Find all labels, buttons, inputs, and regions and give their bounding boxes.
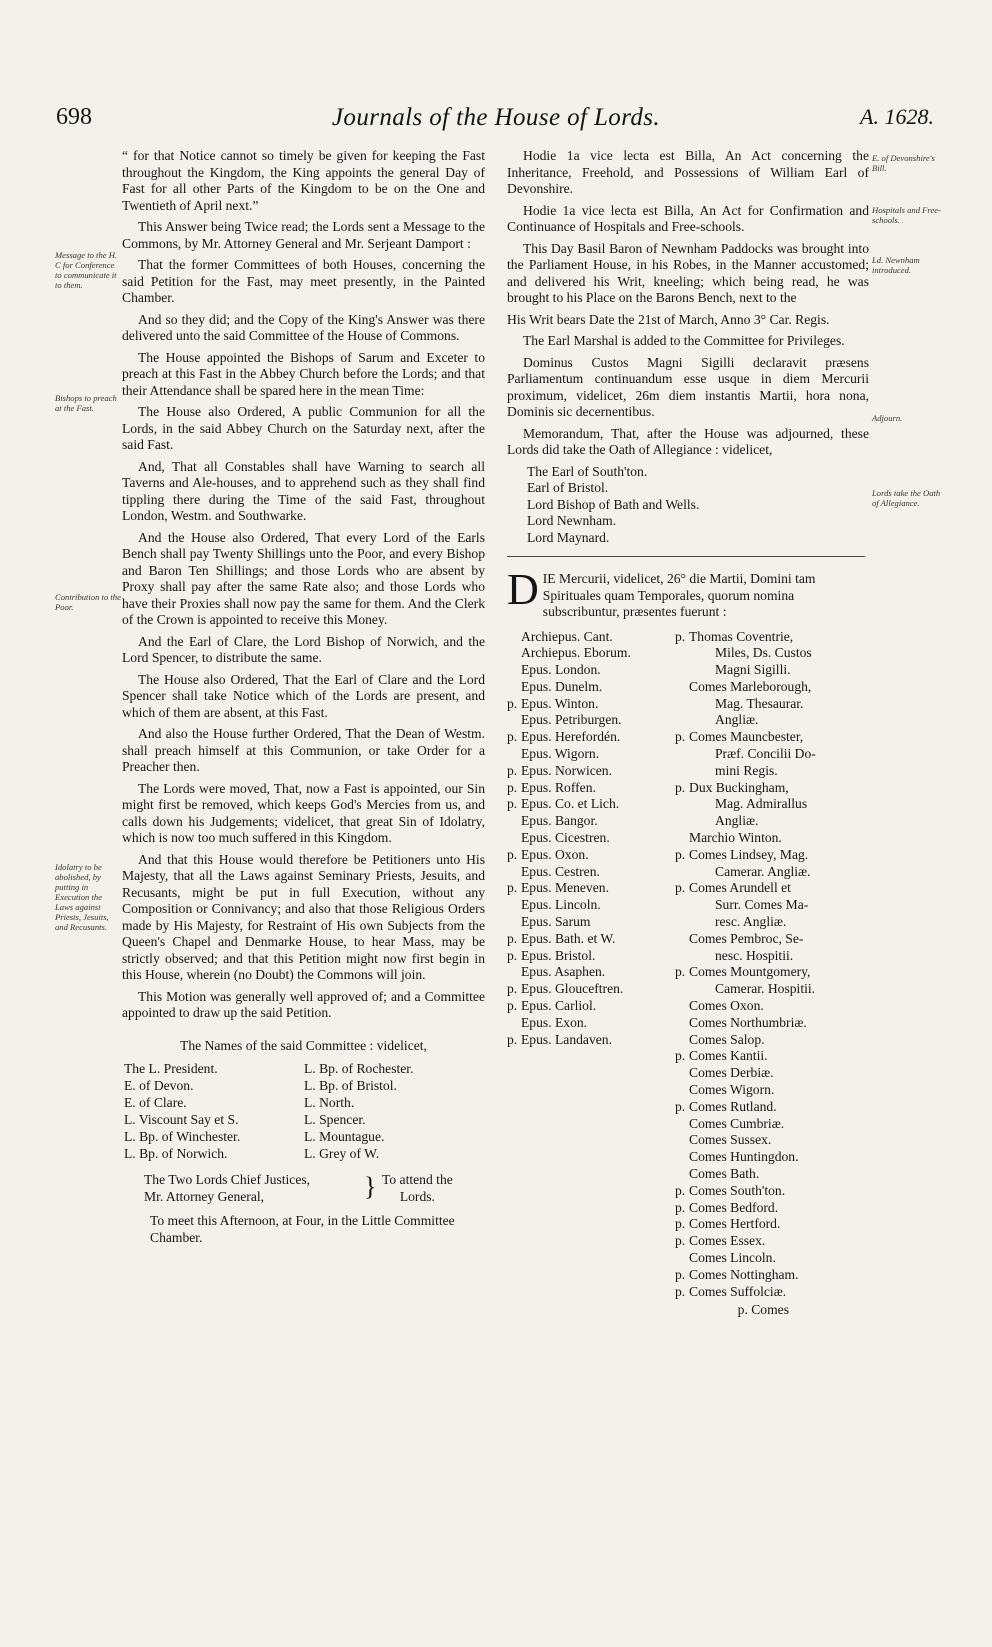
paragraph: Memorandum, That, after the House was adjourned, these Lords did take the Oath of Allegiance : videlicet, <box>507 425 869 457</box>
attendance-entry <box>675 1166 867 1183</box>
lord-office: Camerar. Angliæ. <box>715 863 811 879</box>
margin-note: Message to the H. C for Conference to communicate it to them. <box>55 250 118 290</box>
committee-caption: The Names of the said Committee : videlicet, <box>180 1037 427 1053</box>
lord-name: Comes Oxon. <box>689 998 764 1014</box>
lord-name: Comes Derbiæ. <box>689 1065 774 1081</box>
attendance-heading <box>507 565 869 621</box>
attendee: Mr. Attorney General, <box>144 1188 265 1204</box>
lord-name: Comes Kantii. <box>689 1048 768 1064</box>
attendance-entry <box>507 679 675 696</box>
lord-name: Comes Wigorn. <box>689 1082 775 1098</box>
proxy-mark: p. <box>675 846 686 862</box>
attendance-entry <box>507 629 675 646</box>
lord-name: Comes Sussex. <box>689 1132 772 1148</box>
proxy-mark: p. <box>507 846 518 862</box>
paragraph: “ for that Notice cannot so timely be given for keeping the Fast throughout the Kingdom, the King appoints the general Day of Fast for all other Parts of the Kingdom to be on the One and Twentieth of April next.” <box>122 148 485 213</box>
lord-office: mini Regis. <box>715 762 778 778</box>
attendance-entry <box>675 1065 867 1082</box>
lord-name: Epus. Meneven. <box>521 880 609 896</box>
lord-name: Comes Suffolciæ. <box>689 1283 787 1299</box>
paragraph: And the Earl of Clare, the Lord Bishop of Norwich, and the Lord Spencer, to distribute the same. <box>122 633 485 665</box>
committee-member: L. Mountague. <box>304 1129 385 1144</box>
oath-list <box>507 464 869 547</box>
oath-lord: Lord Bishop of Bath and Wells. <box>527 496 700 512</box>
lord-name: Epus. Glouceftren. <box>521 981 624 997</box>
right-column <box>507 148 869 1319</box>
attendance-entry <box>507 813 675 830</box>
lord-name: Comes Lincoln. <box>689 1249 776 1265</box>
oath-lord: Lord Maynard. <box>527 529 610 545</box>
lord-name: Epus. Exon. <box>521 1014 588 1030</box>
proxy-mark: p. <box>675 1233 686 1249</box>
oath-lord: Lord Newnham. <box>527 513 617 528</box>
proxy-mark: p. <box>675 880 686 896</box>
attendance-entry <box>675 780 867 797</box>
proxy-mark: p. <box>675 729 686 745</box>
attendance-entry <box>507 948 675 965</box>
paragraph: The House also Ordered, That the Earl of Clare and the Lord Spencer shall take Notice which of the Lords are present, and which of them are absent, at this Fast. <box>122 671 485 720</box>
lord-office: Surr. Comes Ma- <box>715 897 809 913</box>
attendance-entry <box>507 1015 675 1032</box>
lord-name: Comes Salop. <box>689 1031 765 1047</box>
lord-name: Comes Bedford. <box>689 1199 779 1215</box>
attendance-entry <box>507 914 675 931</box>
attendee: The Two Lords Chief Justices, <box>144 1172 311 1187</box>
lord-name: Epus. Co. et Lich. <box>521 796 620 812</box>
oath-lord: The Earl of South'ton. <box>527 463 648 479</box>
attendance-entry <box>675 931 867 948</box>
lord-name: Comes Pembroc, Se- <box>689 930 804 946</box>
lord-office: Magni Sigilli. <box>715 662 791 678</box>
lord-name: Epus. Winton. <box>521 695 599 711</box>
lord-name: Comes Mauncbester, <box>689 729 804 745</box>
attendance-entry <box>675 1183 867 1200</box>
attendance-entry <box>675 880 867 897</box>
lord-office: Camerar. Hospitii. <box>715 981 816 997</box>
paragraph: This Answer being Twice read; the Lords sent a Message to the Commons, by Mr. Attorney General and Mr. Serjeant Damport : <box>122 219 485 251</box>
attendance-entry <box>507 880 675 897</box>
attendance-entry <box>507 746 675 763</box>
lord-name: Thomas Coventrie, <box>689 628 794 644</box>
attendance-entry <box>507 729 675 746</box>
committee-member: E. of Devon. <box>124 1078 194 1093</box>
lord-name: Comes Bath. <box>689 1166 760 1181</box>
margin-note: Ld. Newnham introduced. <box>872 255 920 275</box>
committee-member: The L. President. <box>124 1061 218 1076</box>
committee-member: L. Bp. of Rochester. <box>304 1061 414 1076</box>
paragraph: This Motion was generally well approved of; and a Committee appointed to draw up the said Petition. <box>122 988 485 1020</box>
committee-member: L. Spencer. <box>304 1112 366 1127</box>
proxy-mark: p. <box>675 964 686 980</box>
proxy-mark: p. <box>507 1031 518 1047</box>
lord-name: Comes Rutland. <box>689 1098 777 1114</box>
attendance-entry <box>675 1284 867 1301</box>
committee-list <box>122 1038 485 1247</box>
lord-name: Comes Essex. <box>689 1233 766 1249</box>
divider <box>507 556 865 557</box>
lord-name: Epus. Oxon. <box>521 846 589 862</box>
attendance-entry <box>675 998 867 1015</box>
attendance-entry <box>675 679 867 696</box>
page-number: 698 <box>56 104 92 130</box>
attendance-entry <box>675 1082 867 1099</box>
attendance-entry <box>507 780 675 797</box>
margin-note: Adjourn. <box>872 413 903 423</box>
proxy-mark: p. <box>507 998 518 1014</box>
attendance-entry <box>675 1032 867 1049</box>
attend-text: Lords. <box>399 1188 435 1204</box>
attendance-entry <box>675 964 867 981</box>
paragraph: Hodie 1a vice lecta est Billa, An Act concerning the Inheritance, Freehold, and Possessions of William Earl of Devonshire. <box>507 148 869 196</box>
proxy-mark: p. <box>675 779 686 795</box>
proxy-mark: p. <box>507 947 518 963</box>
proxy-mark: p. <box>507 796 518 812</box>
lord-name: Epus. Petriburgen. <box>521 712 622 728</box>
attendance-entry <box>507 897 675 914</box>
lord-name: Comes Nottingham. <box>689 1266 799 1282</box>
lord-name: Dux Buckingham, <box>689 779 789 795</box>
proxy-mark: p. <box>675 1048 686 1064</box>
proxy-mark: p. <box>675 628 686 644</box>
attendance-entry <box>507 964 675 981</box>
brace: } <box>364 1172 377 1201</box>
lord-name: Marchio Winton. <box>689 830 782 846</box>
attendance-entry <box>675 1267 867 1284</box>
proxy-mark: p. <box>507 762 518 778</box>
attendance-entry <box>507 763 675 780</box>
lord-office: Mag. Admirallus <box>715 796 808 812</box>
proxy-mark: p. <box>507 779 518 795</box>
margin-note: Lords take the Oath of Allegiance. <box>872 488 941 508</box>
paragraph: The House also Ordered, A public Communion for all the Lords, in the said Abbey Church on the Saturday next, after the said Fast. <box>122 404 485 452</box>
committee-member: L. Bp. of Bristol. <box>304 1078 397 1093</box>
proxy-mark: p. <box>507 880 518 896</box>
lord-name: Epus. Lincoln. <box>521 897 601 913</box>
proxy-mark: p. <box>675 1182 686 1198</box>
lord-name: Epus. Sarum <box>521 914 591 930</box>
attendance-entry <box>675 1132 867 1149</box>
attendance-entry <box>675 1250 867 1267</box>
attendance-entry <box>675 1116 867 1133</box>
lord-name: Comes Mountgomery, <box>689 964 811 980</box>
attendance-entry <box>675 1233 867 1250</box>
lord-name: Epus. Bath. et W. <box>521 930 616 946</box>
left-column <box>122 148 485 1246</box>
attendance-intro: IE Mercurii, videlicet, 26° die Martii, Domini tam Spirituales quam Temporales, quorum nomina subscribuntur, præsentes fuerunt : <box>542 571 816 619</box>
lord-office: Angliæ. <box>715 813 759 829</box>
lord-name: Epus. Bristol. <box>521 947 596 963</box>
lord-name: Epus. Cicestren. <box>521 830 610 846</box>
lord-name: Epus. Herefordén. <box>521 729 621 745</box>
attendance-entry <box>507 796 675 813</box>
paragraph: The Earl Marshal is added to the Committee for Privileges. <box>523 333 845 348</box>
lord-name: Comes Arundell et <box>689 880 791 896</box>
lord-name: Epus. Cestren. <box>521 863 600 879</box>
proxy-mark: p. <box>675 1283 686 1299</box>
lord-office: Angliæ. <box>715 712 759 728</box>
attendance-entry <box>507 864 675 881</box>
attendance-entry <box>507 981 675 998</box>
lord-name: Comes South'ton. <box>689 1182 786 1198</box>
lord-name: Epus. Norwicen. <box>521 762 612 778</box>
attendance-list <box>507 629 869 1301</box>
paragraph: And so they did; and the Copy of the King's Answer was there delivered unto the said Committee of the House of Commons. <box>122 311 485 343</box>
attendance-entry <box>507 712 675 729</box>
committee-member: L. North. <box>304 1095 355 1110</box>
proxy-mark: p. <box>507 729 518 745</box>
year-heading: A. 1628. <box>860 104 934 129</box>
lord-name: Archiepus. Eborum. <box>521 645 631 661</box>
proxy-mark: p. <box>675 1216 686 1232</box>
attendance-entry <box>675 830 867 847</box>
attendance-entry <box>675 1015 867 1032</box>
proxy-mark: p. <box>507 695 518 711</box>
attendance-entry <box>675 1099 867 1116</box>
lord-name: Epus. Dunelm. <box>521 678 603 694</box>
proxy-mark: p. <box>507 981 518 997</box>
proxy-mark: p. <box>675 1266 686 1282</box>
lord-name: Comes Cumbriæ. <box>689 1115 785 1131</box>
attendance-note <box>122 1172 485 1205</box>
attendance-entry <box>507 645 675 662</box>
paragraph: And also the House further Ordered, That the Dean of Westm. shall preach himself at this Communion, or take Order for a Preacher then. <box>122 726 485 774</box>
catchword: p. Comes <box>737 1302 789 1318</box>
lord-office: Miles, Ds. Custos <box>715 645 812 661</box>
lord-name: Epus. Asaphen. <box>521 964 606 980</box>
paragraph: That the former Committees of both Houses, concerning the said Petition for the Fast, may meet presently, in the Painted Chamber. <box>122 257 485 305</box>
committee-member: E. of Clare. <box>124 1095 187 1110</box>
margin-note: E. of Devonshire's Bill. <box>872 153 935 173</box>
paragraph: His Writ bears Date the 21st of March, Anno 3° Car. Regis. <box>507 311 830 327</box>
attendance-entry <box>507 696 675 713</box>
lord-name: Epus. Carliol. <box>521 998 597 1014</box>
oath-lord: Earl of Bristol. <box>527 480 609 495</box>
paragraph: This Day Basil Baron of Newnham Paddocks was brought into the Parliament House, in his Robes, in the Manner accustomed; and delivered his Writ, kneeling; which being read, he was brought to his Place on the Barons Bench, next to the <box>507 240 869 305</box>
attendance-entry <box>675 1216 867 1233</box>
margin-note: Idolatry to be abolished, by putting in Execution the Laws against Priests, Jesuits, and Recusants. <box>55 862 109 932</box>
lord-office: Præf. Concilii Do- <box>715 746 816 762</box>
margin-note: Hospitals and Free-schools. <box>872 205 941 225</box>
margin-note: Bishops to preach at the Fast. <box>55 393 117 413</box>
committee-member: L. Viscount Say et S. <box>124 1112 239 1127</box>
drop-cap: D <box>507 565 539 614</box>
lord-office: resc. Angliæ. <box>715 914 787 930</box>
paragraph: The Lords were moved, That, now a Fast is appointed, our Sin might first be removed, which keeps God's Mercies from us, and calls down his Judgements; videlicet, that great Sin of Idolatry, which is now too much suffered in this Kingdom. <box>122 780 485 845</box>
proxy-mark: p. <box>507 930 518 946</box>
lord-name: Epus. London. <box>521 662 601 678</box>
proxy-mark: p. <box>675 1098 686 1114</box>
lord-name: Comes Lindsey, Mag. <box>689 846 809 862</box>
lord-name: Epus. Wigorn. <box>521 746 600 762</box>
attendance-entry <box>675 1048 867 1065</box>
spiritual-lords-column <box>507 629 675 1301</box>
temporal-lords-column <box>675 629 867 1301</box>
paragraph: And, That all Constables shall have Warning to search all Taverns and Ale-houses, and to apprehend such as they shall find tippling there during the Time of the said Fast, throughout London, Westm. and Southwarke. <box>122 458 485 523</box>
page-title: Journals of the House of Lords. <box>331 104 661 131</box>
lord-name: Comes Hertford. <box>689 1216 781 1232</box>
lord-name: Epus. Landaven. <box>521 1031 612 1047</box>
attendance-entry <box>675 1149 867 1166</box>
attendance-entry <box>675 1200 867 1217</box>
attendance-entry <box>507 1032 675 1049</box>
attendance-entry <box>675 847 867 864</box>
paragraph: Hodie 1a vice lecta est Billa, An Act for Confirmation and Continuance of Hospitals and Free-schools. <box>507 202 869 234</box>
lord-name: Epus. Bangor. <box>521 813 598 829</box>
lord-office: nesc. Hospitii. <box>715 947 794 963</box>
attendance-entry <box>675 729 867 746</box>
attendance-entry <box>507 662 675 679</box>
paragraph: The House appointed the Bishops of Sarum and Exceter to preach at this Fast in the Abbey Church before the Lords; and that their Attendance shall be spared here in the mean Time: <box>122 349 485 398</box>
proxy-mark: p. <box>675 1199 686 1215</box>
attendance-entry <box>507 931 675 948</box>
attendance-entry <box>507 847 675 864</box>
margin-note: Contribution to the Poor. <box>55 592 121 612</box>
running-header <box>0 104 992 138</box>
committee-member: L. Bp. of Winchester. <box>124 1129 241 1144</box>
attendance-entry <box>675 629 867 646</box>
lord-office: Mag. Thesaurar. <box>715 695 804 711</box>
paragraph: And that this House would therefore be Petitioners unto His Majesty, that all the Laws against Seminary Priests, Jesuits, and Recusants, might be put in full Execution, without any Composition or Connivancy; and also that those Religious Orders made by His Majesty, for Restraint of His own Subjects from the Queen's Chapel and Denmarke House, to hear Mass, may be strictly observed; and that this Petition might now first begin in this House, wherein (no Doubt) the Commons will join. <box>122 851 485 982</box>
lord-name: Comes Huntingdon. <box>689 1149 799 1165</box>
paragraph: And the House also Ordered, That every Lord of the Earls Bench shall pay Twenty Shillings unto the Poor, and every Bishop and Baron Ten Shillings; and those Lords who are absent by Proxy shall pay after the same Rate also; and those Lords who have their Proxies shall now pay the same for them. And the Clerk of the Crown is appointed to receive this Money. <box>122 529 485 627</box>
paragraph: Dominus Custos Magni Sigilli declaravit præsens Parliamentum continuandum esse usque in diem Mercurii proximum, videlicet, 26m diem instantis Martii, hora nona, Dominis sic decernentibus. <box>507 354 869 419</box>
attendance-entry <box>507 998 675 1015</box>
attendance-entry <box>507 830 675 847</box>
committee-member: L. Grey of W. <box>304 1146 380 1161</box>
meeting-note: To meet this Afternoon, at Four, in the Little Committee Chamber. <box>150 1213 455 1245</box>
attend-text: To attend the <box>382 1172 453 1187</box>
committee-member: L. Bp. of Norwich. <box>124 1146 228 1161</box>
lord-name: Comes Northumbriæ. <box>689 1014 807 1030</box>
lord-name: Comes Marleborough, <box>689 678 812 694</box>
lord-name: Archiepus. Cant. <box>521 628 613 644</box>
lord-name: Epus. Roffen. <box>521 779 596 795</box>
